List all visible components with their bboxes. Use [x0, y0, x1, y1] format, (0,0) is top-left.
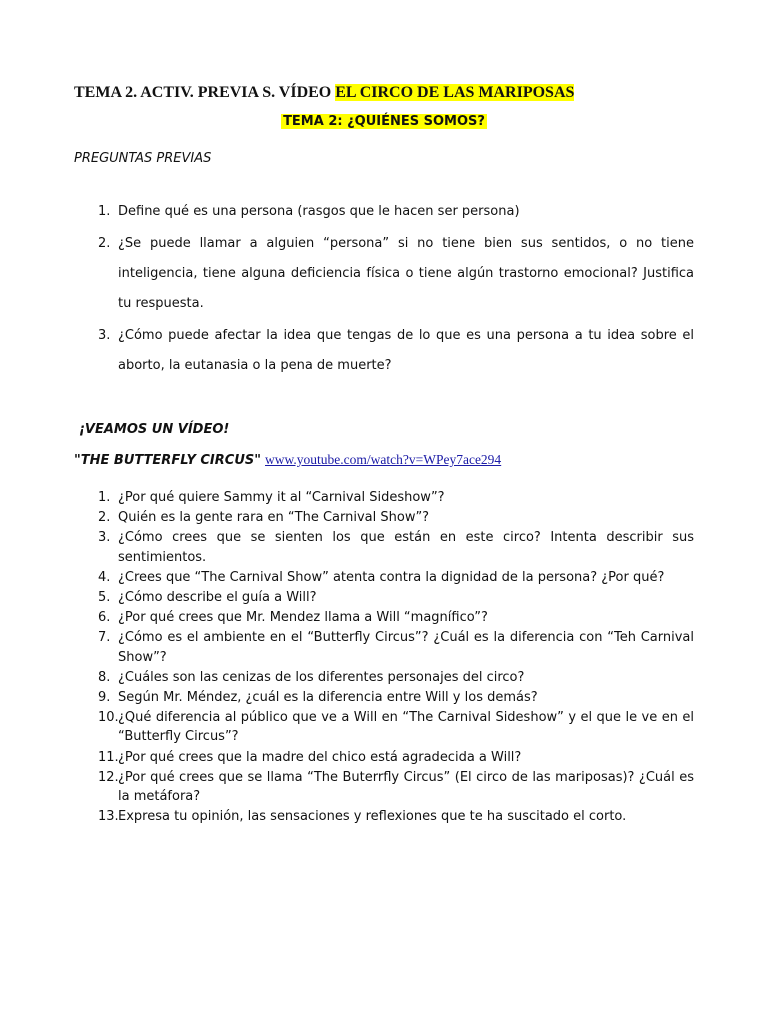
- item-text: ¿Por qué crees que Mr. Mendez llama a Will “magnífico”?: [118, 610, 488, 626]
- item-number: 11.: [98, 749, 119, 765]
- video-questions-list: [98, 488, 694, 827]
- video-label: "THE BUTTERFLY CIRCUS": [74, 453, 262, 468]
- list-item: [98, 568, 694, 587]
- list-item: [98, 807, 694, 826]
- list-item: [98, 321, 694, 381]
- item-number: 3.: [98, 328, 111, 343]
- item-text: ¿Qué diferencia al público que ve a Will en “The Carnival Sideshow” y el que le ve en el “Butterfly Circus”?: [118, 710, 694, 745]
- item-number: 1.: [98, 204, 111, 219]
- list-item: [98, 197, 694, 227]
- item-number: 4.: [98, 569, 111, 585]
- item-number: 5.: [98, 590, 111, 606]
- item-number: 6.: [98, 610, 111, 626]
- list-item: [98, 528, 694, 566]
- video-heading: ¡VEAMOS UN VÍDEO!: [79, 422, 230, 437]
- item-number: 9.: [98, 690, 111, 706]
- video-line: [74, 452, 501, 468]
- item-text: ¿Se puede llamar a alguien “persona” si no tiene bien sus sentidos, o no tiene inteligencia, tiene alguna deficiencia física o tiene algún trastorno emocional? Justifica tu respuesta.: [118, 236, 694, 311]
- list-item: [98, 668, 694, 687]
- item-text: ¿Por qué crees que la madre del chico está agradecida a Will?: [118, 749, 522, 765]
- document-title: [74, 84, 574, 102]
- item-number: 13.: [98, 809, 119, 825]
- item-number: 2.: [98, 236, 111, 251]
- list-item: [98, 748, 694, 767]
- item-text: Expresa tu opinión, las sensaciones y reflexiones que te ha suscitado el corto.: [118, 809, 627, 825]
- video-link[interactable]: www.youtube.com/watch?v=WPey7ace294: [265, 452, 502, 467]
- list-item: [98, 688, 694, 707]
- list-item: [98, 608, 694, 627]
- title-prefix: TEMA 2. ACTIV. PREVIA S. VÍDEO: [74, 84, 332, 101]
- item-number: 2.: [98, 510, 111, 526]
- item-text: Quién es la gente rara en “The Carnival Show”?: [118, 510, 430, 526]
- list-item: [98, 508, 694, 527]
- list-item: [98, 488, 694, 507]
- item-text: ¿Cómo puede afectar la idea que tengas de lo que es una persona a tu idea sobre el aborto, la eutanasia o la pena de muerte?: [118, 328, 694, 373]
- document-subtitle: [0, 114, 768, 129]
- item-number: 3.: [98, 530, 111, 546]
- list-item: [98, 628, 694, 666]
- item-text: ¿Cómo describe el guía a Will?: [118, 590, 317, 606]
- item-text: Según Mr. Méndez, ¿cuál es la diferencia entre Will y los demás?: [118, 690, 538, 706]
- item-number: 12.: [98, 769, 119, 785]
- list-item: [98, 768, 694, 806]
- list-item: [98, 588, 694, 607]
- list-item: [98, 708, 694, 746]
- item-number: 7.: [98, 630, 111, 646]
- item-text: ¿Crees que “The Carnival Show” atenta contra la dignidad de la persona? ¿Por qué?: [118, 569, 665, 585]
- subtitle-text: TEMA 2: ¿QUIÉNES SOMOS?: [283, 114, 485, 129]
- item-text: ¿Por qué crees que se llama “The Buterrfly Circus” (El circo de las mariposas)? ¿Cuál es la metáfora?: [118, 769, 694, 805]
- list-item: [98, 229, 694, 319]
- item-text: ¿Cómo es el ambiente en el “Butterfly Circus”? ¿Cuál es la diferencia con “Teh Carnival Show”?: [118, 630, 694, 665]
- item-number: 10.: [98, 710, 119, 726]
- previas-list: [98, 197, 694, 383]
- item-text: Define qué es una persona (rasgos que le hacen ser persona): [118, 204, 520, 219]
- title-highlight: EL CIRCO DE LAS MARIPOSAS: [335, 84, 575, 101]
- item-text: ¿Cómo crees que se sienten los que están en este circo? Intenta describir sus sentimientos.: [118, 530, 694, 565]
- item-number: 1.: [98, 490, 111, 505]
- item-text: ¿Cuáles son las cenizas de los diferentes personajes del circo?: [118, 669, 525, 685]
- item-text: ¿Por qué quiere Sammy it al “Carnival Sideshow”?: [118, 490, 445, 505]
- item-number: 8.: [98, 669, 111, 685]
- previas-heading: PREGUNTAS PREVIAS: [74, 151, 212, 166]
